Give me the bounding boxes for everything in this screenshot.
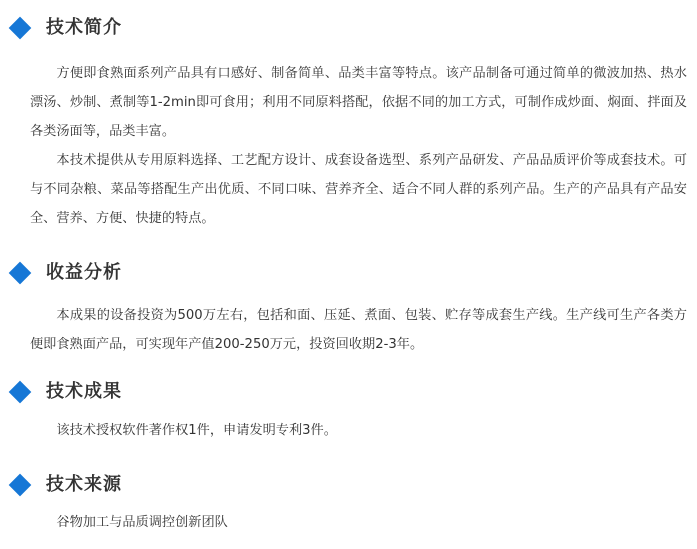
paragraph: 本技术提供从专用原料选择、工艺配方设计、成套设备选型、系列产品研发、产品品质评价等成套技术。可与不同杂粮、菜品等搭配生产出优质、不同口味、营养齐全、适合不同人群的系列产品。生产的产品具有产品安全、营养、方便、快捷的特点。 — [30, 153, 687, 226]
section-title: 收益分析 — [46, 262, 122, 283]
paragraph: 方便即食熟面系列产品具有口感好、制备简单、品类丰富等特点。该产品制备可通过简单的微波加热、热水漂汤、炒制、煮制等1-2min即可食用；利用不同原料搭配，依据不同的加工方式，可制作成炒面、焖面、拌面及各类汤面等，品类丰富。 — [30, 66, 687, 139]
section-tech-results — [0, 377, 697, 445]
section-tech-source — [0, 470, 697, 537]
section-heading — [0, 13, 697, 43]
section-tech-intro — [0, 13, 697, 233]
section-title: 技术简介 — [46, 17, 122, 38]
section-heading — [0, 258, 697, 288]
section-title: 技术成果 — [46, 381, 122, 402]
diamond-bullet-icon — [9, 474, 32, 497]
paragraph: 本成果的设备投资为500万左右，包括和面、压延、煮面、包装、贮存等成套生产线。生产线可生产各类方便即食熟面产品，可实现年产值200-250万元，投资回收期2-3年。 — [30, 308, 687, 352]
section-title: 技术来源 — [46, 474, 122, 495]
section-heading — [0, 470, 697, 500]
section-heading — [0, 377, 697, 407]
section-benefit-analysis — [0, 258, 697, 359]
diamond-bullet-icon — [9, 17, 32, 40]
diamond-bullet-icon — [9, 381, 32, 404]
paragraph: 该技术授权软件著作权1件，申请发明专利3件。 — [56, 423, 337, 438]
paragraph: 谷物加工与品质调控创新团队 — [56, 515, 228, 530]
diamond-bullet-icon — [9, 262, 32, 285]
